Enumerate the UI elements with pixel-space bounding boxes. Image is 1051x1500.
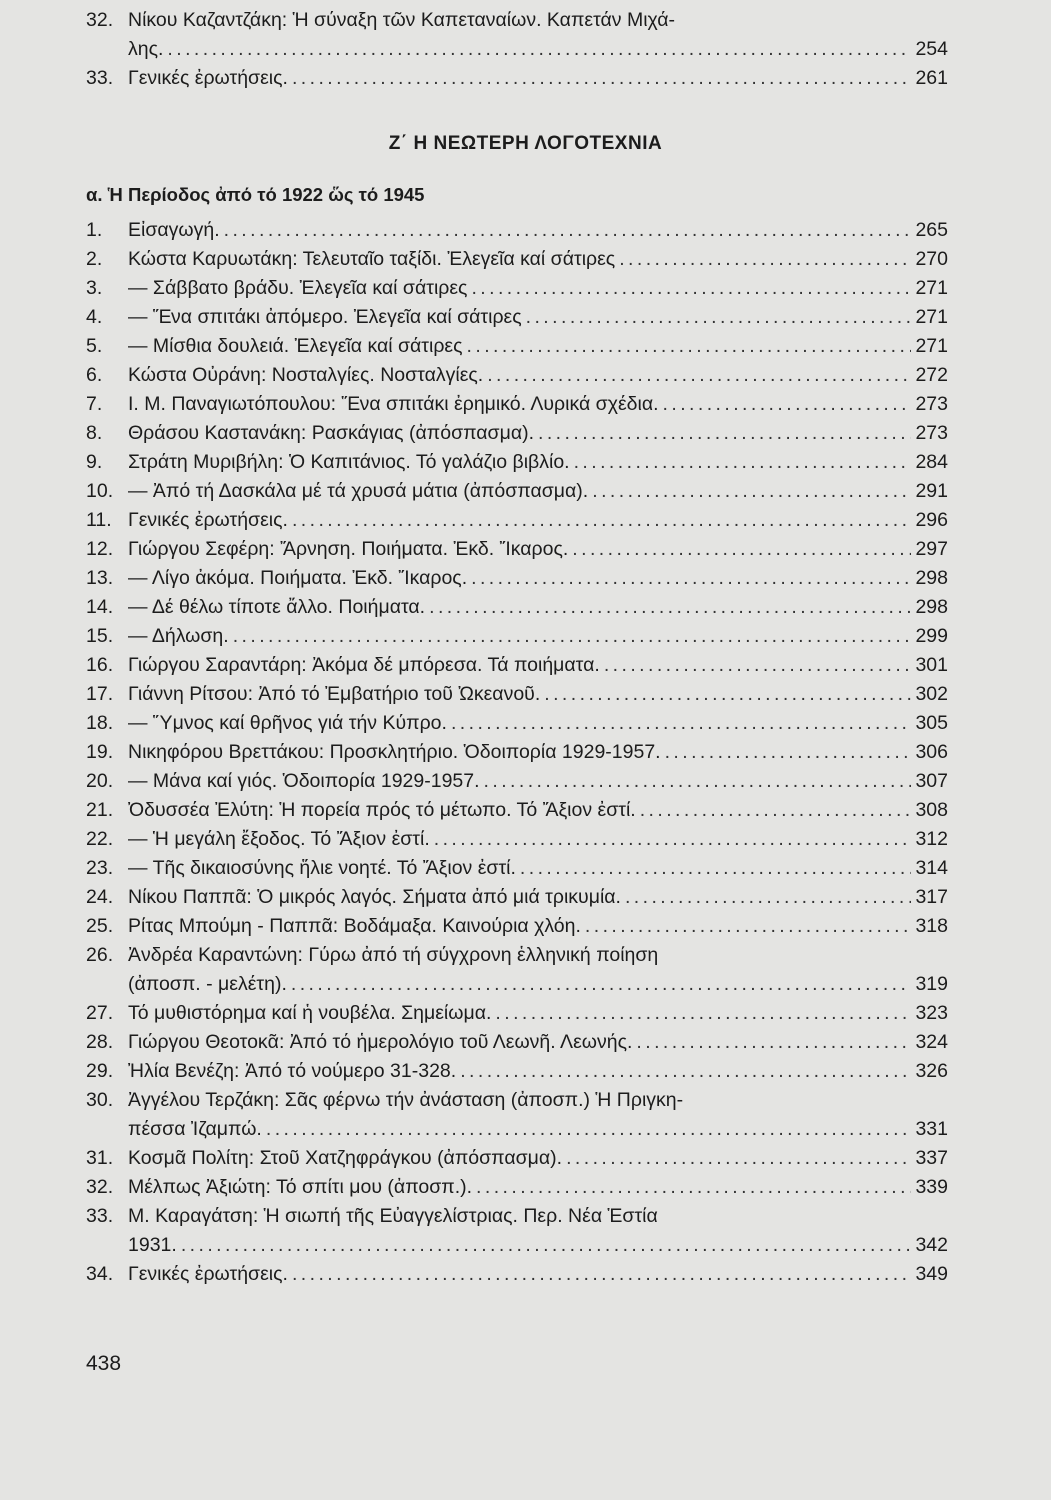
dot-leader (574, 448, 912, 477)
entry-page-number: 306 (915, 741, 948, 763)
entry-title: Ἠλία Βενέζη: Ἀπό τό νούμερο 31-328. (128, 1060, 457, 1082)
entry-number: 32. (86, 1176, 114, 1198)
entry-number: 19. (86, 741, 114, 763)
dot-leader (451, 709, 912, 738)
entry-page-number: 302 (915, 683, 948, 705)
entry-title: Γενικές ἐρωτήσεις. (128, 67, 288, 89)
toc-entry-line (86, 303, 948, 332)
dot-leader (429, 593, 911, 622)
entry-title: — Ἀπό τή Δασκάλα μέ τά χρυσά μάτια (ἀπόσπασμα). (128, 480, 589, 502)
toc-entry-line (86, 767, 948, 796)
entry-title: — Ὕμνος καί θρῆνος γιά τήν Κύπρο. (128, 712, 447, 734)
entry-title: λης. (128, 38, 164, 60)
entry-title: Γιώργου Σεφέρη: Ἄρνηση. Ποιήματα. Ἐκδ. Ἴκαρος. (128, 538, 569, 560)
toc-entry (86, 1173, 948, 1202)
entry-title: Ρίτας Μπούμη - Παππᾶ: Βοδάμαξα. Καινούρια χλόη. (128, 915, 581, 937)
toc-entry (86, 216, 948, 245)
entry-title: Κώστα Οὐράνη: Νοσταλγίες. Νοσταλγίες. (128, 364, 484, 386)
entry-title: — Σάββατο βράδυ. Ἐλεγεῖα καί σάτιρες (128, 277, 468, 299)
entry-page-number: 298 (915, 596, 948, 618)
entry-number: 10. (86, 480, 114, 502)
toc-entry (86, 883, 948, 912)
entry-number: 17. (86, 683, 114, 705)
entry-number: 16. (86, 654, 114, 676)
toc-entry-line (86, 738, 948, 767)
entry-number: 11. (86, 509, 112, 531)
entry-page-number: 312 (915, 828, 948, 850)
toc-entry (86, 1202, 948, 1260)
toc-entry (86, 1260, 948, 1289)
toc-entry-line (86, 419, 948, 448)
toc-entry (86, 709, 948, 738)
toc-entry-line (86, 825, 948, 854)
entry-title: Ι. Μ. Παναγιωτόπουλου: Ἕνα σπιτάκι ἐρημικό. Λυρικά σχέδια. (128, 393, 659, 415)
toc-entry (86, 477, 948, 506)
entry-page-number: 323 (915, 1002, 948, 1024)
dot-leader (636, 1028, 911, 1057)
entry-title: — Τῆς δικαιοσύνης ἥλιε νοητέ. Τό Ἄξιον ἐστί. (128, 857, 516, 879)
entry-number: 28. (86, 1031, 114, 1053)
dot-leader (181, 1231, 912, 1260)
dot-leader (663, 390, 912, 419)
entry-page-number: 349 (915, 1263, 948, 1285)
entry-page-number: 326 (915, 1060, 948, 1082)
entry-page-number: 284 (915, 451, 948, 473)
entry-page-number: 337 (915, 1147, 948, 1169)
toc-entry (86, 912, 948, 941)
toc-entry (86, 419, 948, 448)
entry-number: 32. (86, 9, 114, 31)
dot-leader (495, 999, 911, 1028)
toc-entry (86, 506, 948, 535)
entry-title: Ἀνδρέα Καραντώνη: Γύρω ἀπό τή σύγχρονη ἑλληνική ποίηση (128, 944, 659, 966)
entry-number: 21. (86, 799, 114, 821)
entry-number: 27. (86, 1002, 114, 1024)
entry-title: Ὀδυσσέα Ἐλύτη: Ἡ πορεία πρός τό μέτωπο. Τό Ἄξιον ἐστί. (128, 799, 636, 821)
entry-page-number: 271 (915, 306, 948, 328)
entry-title: Ἀγγέλου Τερζάκη: Σᾶς φέρνω τήν ἀνάσταση (ἀποσπ.) Ἡ Πριγκη- (128, 1089, 684, 1111)
entry-title: — Δήλωση. (128, 625, 229, 647)
toc-entry-line (86, 970, 948, 999)
toc-entry-line (86, 1260, 948, 1289)
entry-page-number: 271 (915, 277, 948, 299)
toc-entry-line (86, 680, 948, 709)
toc-entry (86, 332, 948, 361)
entry-number: 3. (86, 277, 103, 299)
entry-title: πέσσα Ἰζαμπώ. (128, 1118, 262, 1140)
entry-title: — Μάνα καί γιός. Ὁδοιπορία 1929-1957. (128, 770, 480, 792)
subsection-title: α. Ἡ Περίοδος ἀπό τό 1922 ὥς τό 1945 (86, 184, 425, 205)
entry-page-number: 318 (915, 915, 948, 937)
toc-entry-line (86, 245, 948, 274)
entry-number: 13. (86, 567, 114, 589)
entry-title: Νίκου Παππᾶ: Ὁ μικρός λαγός. Σήματα ἀπό μιά τρικυμία. (128, 886, 621, 908)
entry-title: — Μίσθια δουλειά. Ἐλεγεῖα καί σάτιρες (128, 335, 463, 357)
toc-entry-line (86, 1028, 948, 1057)
entry-page-number: 298 (915, 567, 948, 589)
entry-number: 33. (86, 67, 114, 89)
section-title: Ζ΄ Η ΝΕΩΤΕΡΗ ΛΟΓΟΤΕΧΝΙΑ (388, 133, 663, 154)
toc-entry (86, 651, 948, 680)
entry-title: Θράσου Καστανάκη: Ρασκάγιας (ἀπόσπασμα). (128, 422, 535, 444)
toc-entry (86, 999, 948, 1028)
toc-entry (86, 303, 948, 332)
entry-title: Στράτη Μυριβήλη: Ὁ Καπιτάνιος. Τό γαλάζιο βιβλίο. (128, 451, 570, 473)
entry-number: 25. (86, 915, 114, 937)
entry-page-number: 271 (915, 335, 948, 357)
toc-entry-line (86, 999, 948, 1028)
entry-title: — Λίγο ἀκόμα. Ποιήματα. Ἐκδ. Ἴκαρος. (128, 567, 468, 589)
entry-number: 26. (86, 944, 114, 966)
entry-page-number: 299 (915, 625, 948, 647)
entry-title: (ἀποσπ. - μελέτη). (128, 973, 287, 995)
entry-number: 29. (86, 1060, 114, 1082)
toc-entry (86, 1057, 948, 1086)
toc-entry-line (86, 1115, 948, 1144)
toc-entry (86, 854, 948, 883)
dot-leader (233, 622, 912, 651)
dot-leader (224, 216, 912, 245)
entry-number: 15. (86, 625, 114, 647)
entry-number: 14. (86, 596, 114, 618)
entry-number: 24. (86, 886, 114, 908)
toc-entry-line (86, 6, 948, 35)
toc-entry-line (86, 854, 948, 883)
entry-title: 1931. (128, 1234, 177, 1256)
toc-entry-line (86, 1173, 948, 1202)
entry-number: 31. (86, 1147, 114, 1169)
page-folio: 438 (86, 1352, 122, 1375)
entry-number: 5. (86, 335, 103, 357)
toc-entry (86, 245, 948, 274)
toc-entry-line (86, 332, 948, 361)
toc-entry (86, 535, 948, 564)
toc-entry (86, 274, 948, 303)
entry-title: Γιώργου Θεοτοκᾶ: Ἀπό τό ἡμερολόγιο τοῦ Λεωνῆ. Λεωνής. (128, 1031, 633, 1053)
dot-leader (572, 535, 911, 564)
toc-entry (86, 390, 948, 419)
toc-entry-line (86, 448, 948, 477)
toc-entry-line (86, 796, 948, 825)
toc-entry-line (86, 1057, 948, 1086)
toc-entry-line (86, 390, 948, 419)
entry-page-number: 317 (915, 886, 948, 908)
toc-entry-line (86, 883, 948, 912)
dot-leader (476, 1173, 911, 1202)
entry-title: Τό μυθιστόρημα καί ἡ νουβέλα. Σημείωμα. (128, 1002, 492, 1024)
entry-page-number: 254 (915, 38, 948, 60)
dot-leader (467, 332, 912, 361)
toc-entry-line (86, 1144, 948, 1173)
entry-page-number: 339 (915, 1176, 948, 1198)
toc-entry (86, 1144, 948, 1173)
entry-title: Κώστα Καρυωτάκη: Τελευταῖο ταξίδι. Ἐλεγεῖα καί σάτιρες (128, 248, 616, 270)
toc-entry-line (86, 1086, 948, 1115)
entry-page-number: 261 (915, 67, 948, 89)
entry-page-number: 305 (915, 712, 948, 734)
toc-entry (86, 796, 948, 825)
dot-leader (544, 680, 911, 709)
toc-entry (86, 1028, 948, 1057)
toc-entry (86, 680, 948, 709)
entry-number: 20. (86, 770, 114, 792)
toc-entry-line (86, 35, 948, 64)
dot-leader (471, 564, 911, 593)
entry-page-number: 301 (915, 654, 948, 676)
toc-entry (86, 767, 948, 796)
entry-number: 23. (86, 857, 114, 879)
toc-entry-line (86, 622, 948, 651)
toc-entry-line (86, 651, 948, 680)
entry-number: 33. (86, 1205, 114, 1227)
dot-leader (471, 274, 911, 303)
dot-leader (487, 361, 911, 390)
toc-entry (86, 941, 948, 999)
entry-title: — Δέ θέλω τίποτε ἄλλο. Ποιήματα. (128, 596, 426, 618)
dot-leader (520, 854, 912, 883)
toc-entry-line (86, 1202, 948, 1231)
entry-page-number: 270 (915, 248, 948, 270)
toc-entry (86, 6, 948, 64)
entry-page-number: 342 (915, 1234, 948, 1256)
toc-entry (86, 448, 948, 477)
entry-page-number: 319 (915, 973, 948, 995)
toc-entry-line (86, 564, 948, 593)
toc-entry (86, 622, 948, 651)
entry-title: — Ἕνα σπιτάκι ἀπόμερο. Ἐλεγεῖα καί σάτιρες (128, 306, 522, 328)
entry-title: Νικηφόρου Βρεττάκου: Προσκλητήριο. Ὁδοιπορία 1929-1957. (128, 741, 661, 763)
dot-leader (291, 970, 912, 999)
entry-number: 6. (86, 364, 103, 386)
entry-page-number: 272 (915, 364, 948, 386)
entry-title: Εἰσαγωγή. (128, 219, 220, 241)
dot-leader (538, 419, 911, 448)
toc-entry-line (86, 593, 948, 622)
entry-number: 18. (86, 712, 114, 734)
entry-title: Γιώργου Σαραντάρη: Ἀκόμα δέ μπόρεσα. Τά ποιήματα. (128, 654, 600, 676)
entry-page-number: 308 (915, 799, 948, 821)
toc-entry-line (86, 941, 948, 970)
dot-leader (292, 64, 912, 93)
toc-entry-line (86, 535, 948, 564)
dot-leader (167, 35, 911, 64)
toc-entry-line (86, 477, 948, 506)
toc-entry (86, 738, 948, 767)
entry-number: 34. (86, 1263, 114, 1285)
entry-page-number: 273 (915, 422, 948, 444)
toc-entry-line (86, 361, 948, 390)
toc-entry (86, 1086, 948, 1144)
entry-title: Κοσμᾶ Πολίτη: Στοῦ Χατζηφράγκου (ἀπόσπασμα). (128, 1147, 563, 1169)
entry-page-number: 291 (915, 480, 948, 502)
entry-page-number: 314 (915, 857, 948, 879)
toc-entry-line (86, 216, 948, 245)
toc-entry-line (86, 1231, 948, 1260)
dot-leader (640, 796, 912, 825)
dot-leader (566, 1144, 911, 1173)
entry-page-number: 307 (915, 770, 948, 792)
entry-number: 8. (86, 422, 103, 444)
dot-leader (292, 1260, 912, 1289)
entry-number: 9. (86, 451, 103, 473)
dot-leader (619, 245, 911, 274)
entry-page-number: 296 (915, 509, 948, 531)
toc-entry (86, 564, 948, 593)
dot-leader (665, 738, 912, 767)
toc-entry (86, 825, 948, 854)
entry-title: Γιάννη Ρίτσου: Ἀπό τό Ἐμβατήριο τοῦ Ὠκεανοῦ. (128, 683, 541, 705)
entry-title: Μέλπως Ἀξιώτη: Τό σπίτι μου (ἀποσπ.). (128, 1176, 473, 1198)
entry-title: Μ. Καραγάτση: Ἡ σιωπή τῆς Εὐαγγελίστριας. Περ. Νέα Ἑστία (128, 1205, 658, 1227)
entry-title: — Ἡ μεγάλη ἔξοδος. Τό Ἄξιον ἐστί. (128, 828, 430, 850)
entry-page-number: 265 (915, 219, 948, 241)
toc-entry-line (86, 912, 948, 941)
entry-number: 7. (86, 393, 103, 415)
toc-entry (86, 593, 948, 622)
entry-number: 30. (86, 1089, 114, 1111)
dot-leader (625, 883, 911, 912)
entry-page-number: 324 (915, 1031, 948, 1053)
dot-leader (592, 477, 911, 506)
entry-number: 1. (86, 219, 103, 241)
entry-number: 4. (86, 306, 103, 328)
toc-entry-line (86, 506, 948, 535)
toc-entry-line (86, 709, 948, 738)
toc-entry (86, 361, 948, 390)
dot-leader (526, 303, 912, 332)
entry-page-number: 297 (915, 538, 948, 560)
dot-leader (460, 1057, 911, 1086)
dot-leader (292, 506, 912, 535)
toc-entry-line (86, 64, 948, 93)
dot-leader (434, 825, 912, 854)
entry-page-number: 273 (915, 393, 948, 415)
dot-leader (266, 1115, 912, 1144)
entry-title: Γενικές ἐρωτήσεις. (128, 509, 288, 531)
entry-title: Γενικές ἐρωτήσεις. (128, 1263, 288, 1285)
toc-entry (86, 64, 948, 93)
toc-entry-line (86, 274, 948, 303)
dot-leader (604, 651, 912, 680)
entry-title: Νίκου Καζαντζάκη: Ἡ σύναξη τῶν Καπεταναίων. Καπετάν Μιχά- (128, 9, 676, 31)
dot-leader (585, 912, 912, 941)
entry-number: 12. (86, 538, 114, 560)
entry-number: 22. (86, 828, 114, 850)
entry-page-number: 331 (915, 1118, 948, 1140)
entry-number: 2. (86, 248, 103, 270)
dot-leader (484, 767, 912, 796)
